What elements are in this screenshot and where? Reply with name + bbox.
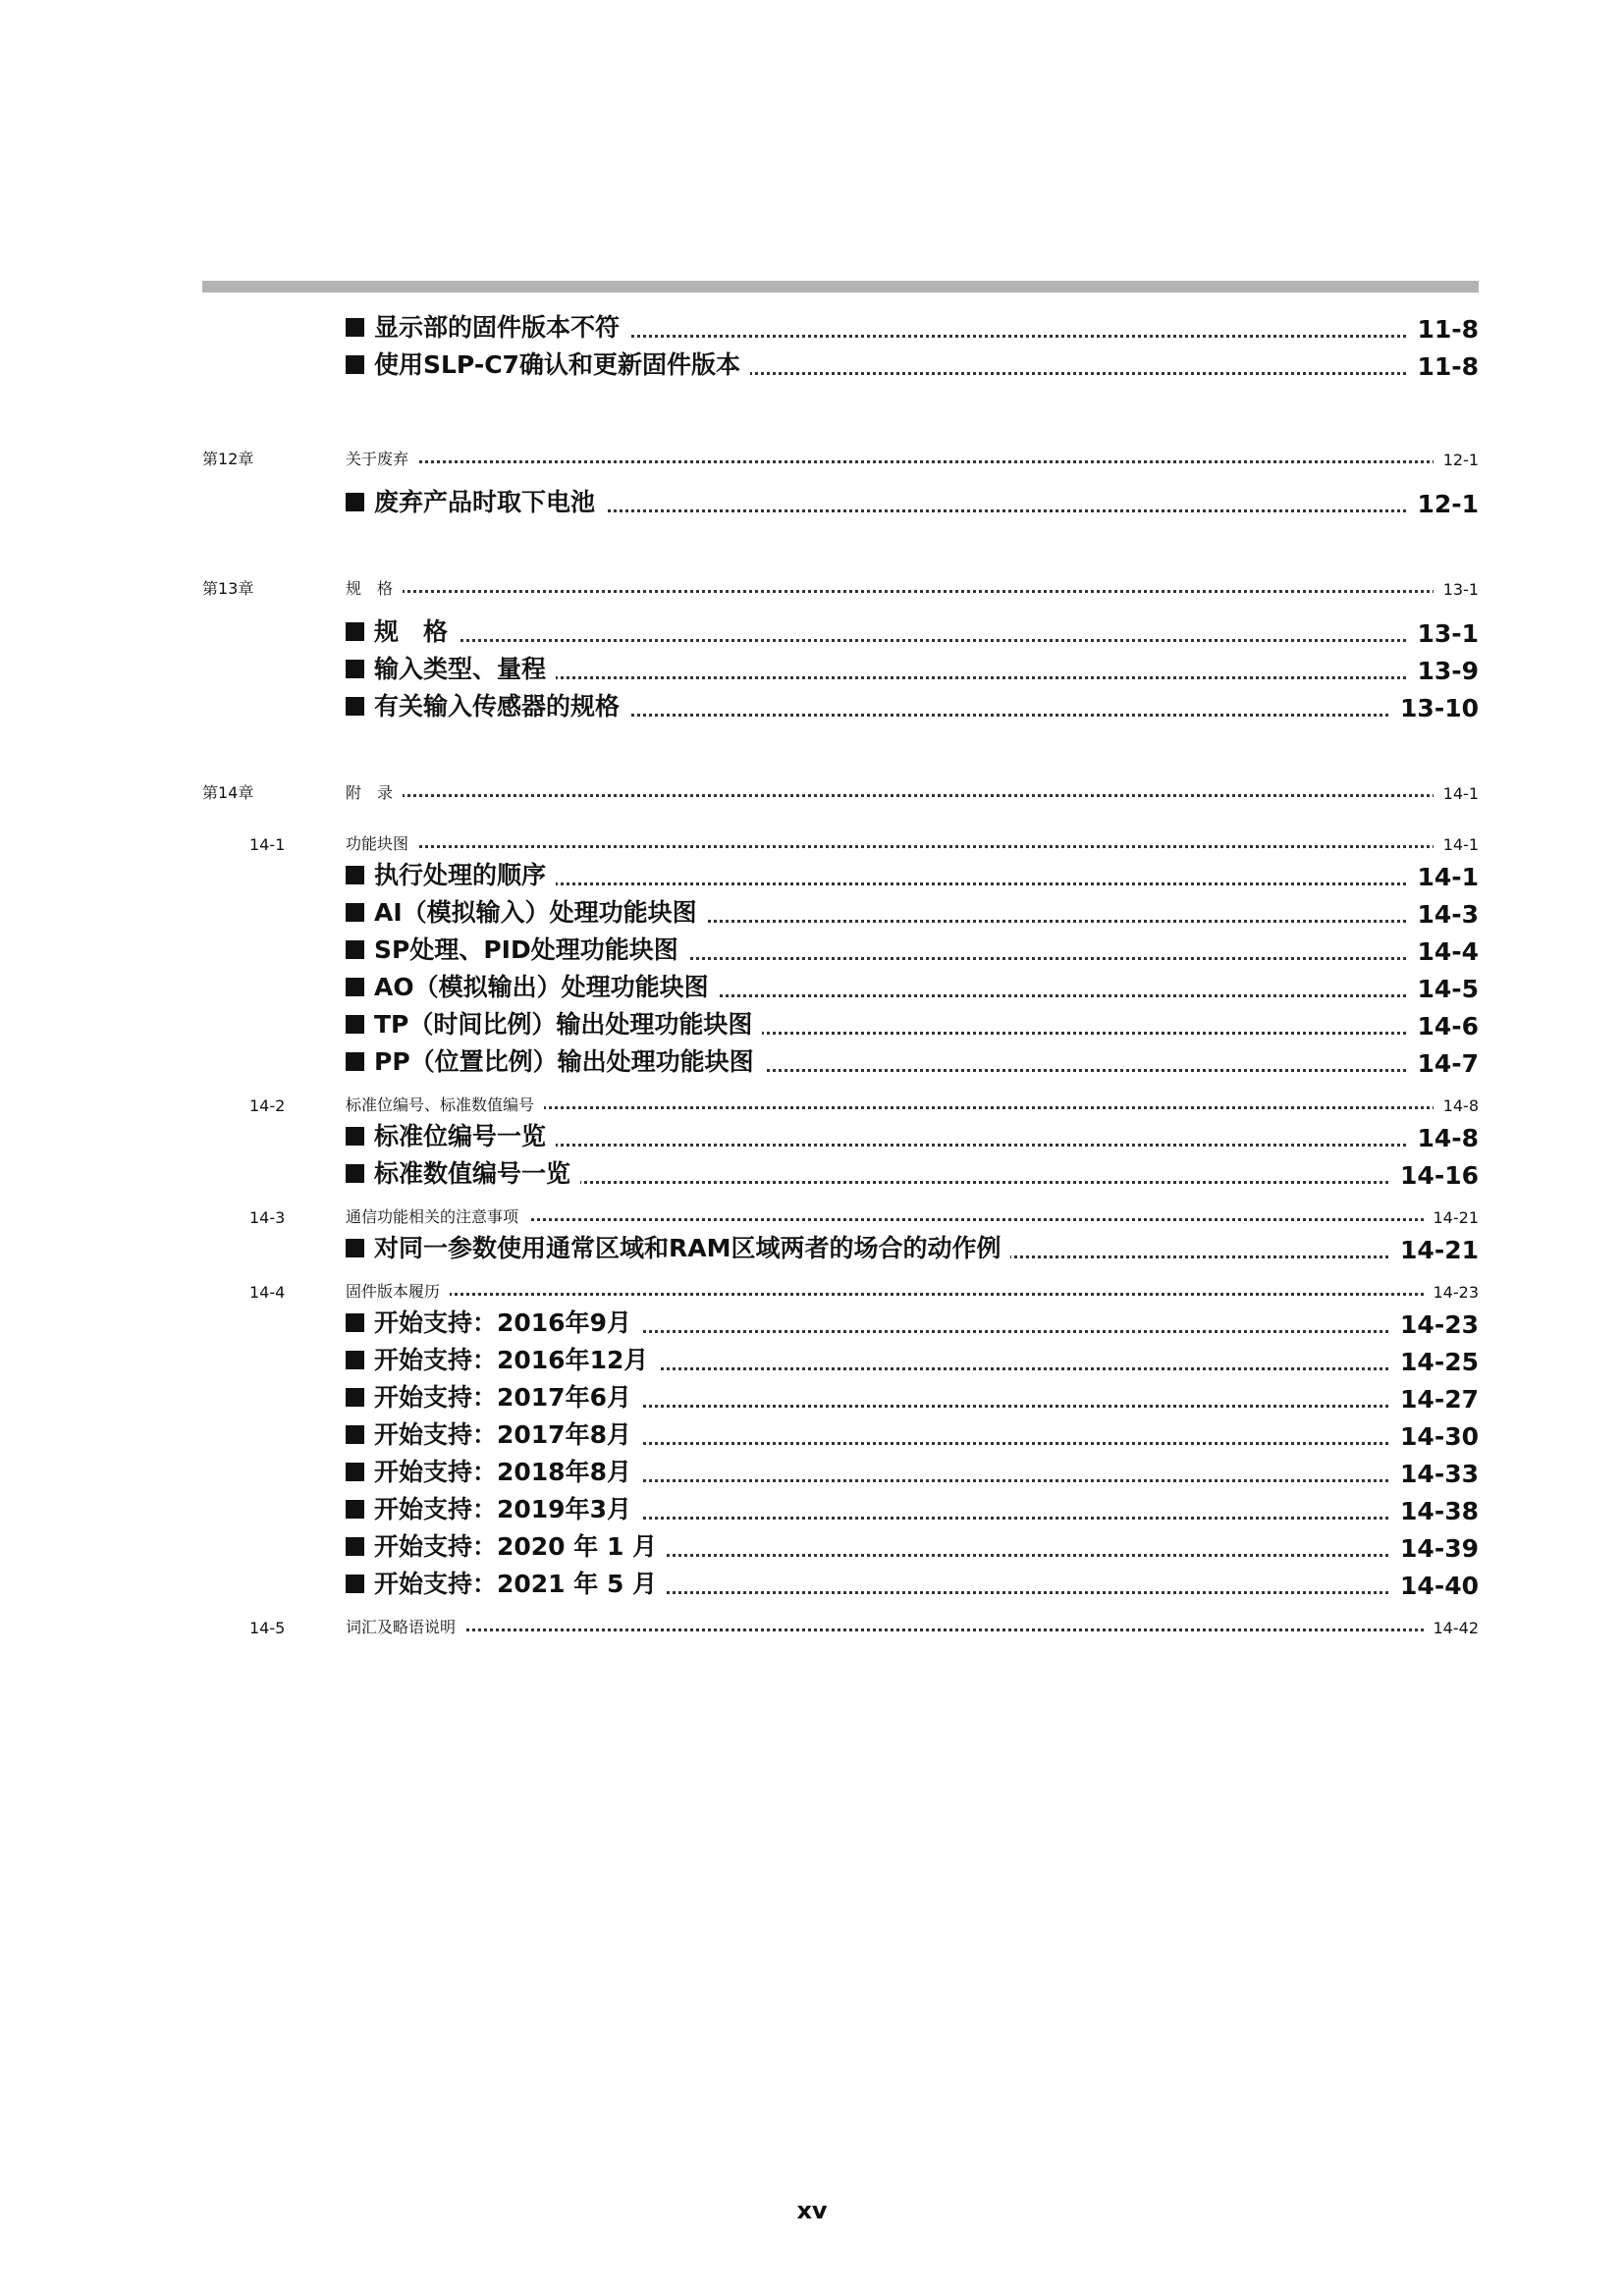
entry-title-text: 执行处理的顺序 [374, 861, 547, 889]
toc-entry[interactable] [202, 1046, 1479, 1082]
page-ref: 13-9 [1407, 657, 1479, 685]
toc-entry[interactable] [202, 654, 1479, 689]
entry-title-text: 开始支持：2019年3月 [374, 1495, 631, 1523]
entry-title-text: PP（位置比例）输出处理功能块图 [374, 1047, 754, 1076]
page-ref: 14-23 [1390, 1310, 1479, 1339]
toc-entry[interactable] [202, 972, 1479, 1007]
page-ref: 14-25 [1390, 1348, 1479, 1376]
toc-entry[interactable] [202, 1009, 1479, 1044]
page-ref: 14-6 [1407, 1012, 1479, 1041]
page-ref: 14-3 [1407, 900, 1479, 929]
page-ref: 12-1 [1407, 490, 1479, 518]
toc-entry[interactable] [202, 487, 1479, 522]
page-ref: 14-8 [1407, 1124, 1479, 1152]
toc-entry[interactable] [202, 691, 1479, 726]
entry-title-text: 显示部的固件版本不符 [374, 313, 621, 342]
item-title [346, 931, 688, 966]
item-title [346, 1304, 641, 1339]
item-title [346, 650, 556, 685]
toc-entry[interactable] [202, 823, 1479, 858]
toc-entry[interactable] [202, 860, 1479, 895]
entry-title-text: 开始支持：2020 年 1 月 [374, 1532, 658, 1561]
page-ref: 14-16 [1390, 1161, 1479, 1190]
entry-title-text: 标准位编号、标准数值编号 [346, 1095, 535, 1114]
entry-title-text: 功能块图 [346, 834, 409, 853]
chapter-title [346, 447, 418, 469]
page-ref: 11-8 [1407, 352, 1479, 381]
item-title [346, 1415, 641, 1451]
square-bullet-icon [346, 697, 364, 716]
page-number: xv [796, 2197, 828, 2224]
toc-entry[interactable] [202, 1084, 1479, 1119]
section-number: 14-2 [249, 1096, 286, 1115]
section-number: 14-5 [249, 1619, 286, 1637]
entry-title-text: 规 格 [346, 579, 394, 598]
chapter-title [346, 780, 403, 803]
page-ref: 14-30 [1390, 1422, 1479, 1451]
toc-entry[interactable] [202, 1345, 1479, 1380]
entry-title-text: 词汇及略语说明 [346, 1618, 457, 1636]
item-title [346, 1229, 1010, 1264]
toc-entry[interactable] [202, 1419, 1479, 1455]
page-ref: 14-7 [1407, 1049, 1479, 1078]
header-rule [202, 281, 1479, 293]
square-bullet-icon [346, 1388, 364, 1407]
entry-title-text: 关于废弃 [346, 450, 409, 468]
chapter-number: 第12章 [202, 450, 254, 468]
square-bullet-icon [346, 493, 364, 511]
dot-leader [365, 794, 1479, 797]
item-title [346, 1565, 667, 1600]
entry-title-text: 有关输入传感器的规格 [374, 692, 621, 721]
page-ref: 14-5 [1407, 975, 1479, 1003]
section-title [346, 831, 418, 854]
item-title [346, 1341, 658, 1376]
toc-entry[interactable] [202, 1196, 1479, 1231]
square-bullet-icon [346, 660, 364, 678]
page-ref: 14-1 [1434, 784, 1479, 803]
item-title [346, 613, 458, 648]
square-bullet-icon [346, 1425, 364, 1444]
item-title [346, 1154, 580, 1190]
page-ref: 14-23 [1424, 1283, 1480, 1302]
square-bullet-icon [346, 1164, 364, 1183]
page-ref: 14-8 [1434, 1096, 1479, 1115]
dot-leader [365, 1293, 1479, 1296]
square-bullet-icon [346, 1127, 364, 1146]
item-title [346, 1490, 641, 1525]
entry-title-text: 废弃产品时取下电池 [374, 488, 596, 516]
chapter-title [346, 576, 403, 599]
entry-title-text: 开始支持：2017年6月 [374, 1383, 631, 1412]
item-title [346, 1453, 641, 1488]
item-title [346, 687, 629, 722]
entry-title-text: 使用SLP-C7确认和更新固件版本 [374, 350, 740, 379]
section-number: 14-3 [249, 1208, 286, 1227]
entry-title-text: AO（模拟输出）处理功能块图 [374, 973, 709, 1001]
item-title [346, 893, 707, 929]
entry-title-text: 标准位编号一览 [374, 1122, 547, 1150]
toc-entry[interactable] [202, 567, 1479, 603]
square-bullet-icon [346, 318, 364, 337]
square-bullet-icon [346, 940, 364, 959]
entry-title-text: TP（时间比例）输出处理功能块图 [374, 1010, 753, 1039]
item-title [346, 1117, 556, 1152]
item-title [346, 1527, 667, 1563]
square-bullet-icon [346, 866, 364, 884]
section-title [346, 1279, 450, 1302]
square-bullet-icon [346, 1463, 364, 1481]
square-bullet-icon [346, 1313, 364, 1332]
square-bullet-icon [346, 1500, 364, 1519]
square-bullet-icon [346, 1575, 364, 1593]
toc-entry[interactable] [202, 897, 1479, 933]
section-title [346, 1093, 544, 1115]
item-title [346, 968, 719, 1003]
dot-leader [365, 590, 1479, 593]
page-ref: 13-10 [1390, 694, 1479, 722]
chapter-number: 第14章 [202, 783, 254, 802]
page-ref: 12-1 [1434, 451, 1479, 469]
toc-entry[interactable] [202, 616, 1479, 652]
square-bullet-icon [346, 1239, 364, 1257]
item-title [346, 1378, 641, 1414]
page-ref: 14-4 [1407, 937, 1479, 966]
toc-entry[interactable] [202, 312, 1479, 347]
square-bullet-icon [346, 1537, 364, 1556]
page-ref: 14-27 [1390, 1385, 1479, 1414]
entry-title-text: 开始支持：2021 年 5 月 [374, 1570, 658, 1598]
item-title [346, 856, 556, 891]
toc-entry[interactable] [202, 1382, 1479, 1417]
page-ref: 14-42 [1424, 1619, 1480, 1637]
square-bullet-icon [346, 355, 364, 374]
page-ref: 14-21 [1390, 1236, 1479, 1264]
section-title [346, 1204, 528, 1227]
page-ref: 11-8 [1407, 315, 1479, 344]
square-bullet-icon [346, 903, 364, 922]
toc-entry[interactable] [202, 1121, 1479, 1156]
item-title [346, 1005, 762, 1041]
entry-title-text: 输入类型、量程 [374, 655, 547, 683]
item-title [346, 308, 629, 344]
toc-entry[interactable] [202, 1531, 1479, 1567]
dot-leader [365, 460, 1479, 463]
page-ref: 14-39 [1390, 1534, 1479, 1563]
page-ref: 14-40 [1390, 1572, 1479, 1600]
entry-title-text: 开始支持：2018年8月 [374, 1458, 631, 1486]
entry-title-text: 固件版本履历 [346, 1282, 441, 1301]
square-bullet-icon [346, 1052, 364, 1071]
entry-title-text: 标准数值编号一览 [374, 1159, 571, 1188]
item-title [346, 346, 750, 381]
section-title [346, 1615, 465, 1637]
item-title [346, 483, 605, 518]
toc-entry[interactable] [202, 1606, 1479, 1641]
toc-entry[interactable] [202, 1457, 1479, 1492]
toc-entry[interactable] [202, 934, 1479, 970]
toc-entry[interactable] [202, 1158, 1479, 1194]
entry-title-text: 通信功能相关的注意事项 [346, 1207, 519, 1226]
chapter-number: 第13章 [202, 579, 254, 598]
page-ref: 14-38 [1390, 1497, 1479, 1525]
toc-entry[interactable] [202, 438, 1479, 473]
dot-leader [365, 1218, 1479, 1221]
page-ref: 14-1 [1407, 863, 1479, 891]
page-ref: 13-1 [1407, 619, 1479, 648]
entry-title-text: 对同一参数使用通常区域和RAM区域两者的场合的动作例 [374, 1234, 1001, 1262]
square-bullet-icon [346, 978, 364, 996]
dot-leader [365, 639, 1479, 642]
entry-title-text: 开始支持：2016年9月 [374, 1308, 631, 1337]
page-ref: 13-1 [1434, 580, 1479, 599]
toc-entry[interactable] [202, 772, 1479, 807]
entry-title-text: 规 格 [374, 617, 449, 646]
page-ref: 14-33 [1390, 1460, 1479, 1488]
section-number: 14-4 [249, 1283, 286, 1302]
entry-title-text: 附 录 [346, 783, 394, 802]
entry-title-text: 开始支持：2017年8月 [374, 1420, 631, 1449]
toc-entry[interactable] [202, 1494, 1479, 1529]
page-ref: 14-1 [1434, 835, 1479, 854]
entry-title-text: 开始支持：2016年12月 [374, 1346, 649, 1374]
page-ref: 14-21 [1424, 1208, 1480, 1227]
square-bullet-icon [346, 1351, 364, 1369]
toc-entry[interactable] [202, 1308, 1479, 1343]
dot-leader [365, 1629, 1479, 1631]
section-number: 14-1 [249, 835, 286, 854]
toc-entry[interactable] [202, 1270, 1479, 1306]
entry-title-text: SP处理、PID处理功能块图 [374, 935, 678, 964]
dot-leader [365, 845, 1479, 848]
square-bullet-icon [346, 1015, 364, 1034]
square-bullet-icon [346, 622, 364, 641]
toc-entry[interactable] [202, 349, 1479, 385]
toc-entry[interactable] [202, 1569, 1479, 1604]
toc-entry[interactable] [202, 1233, 1479, 1268]
item-title [346, 1042, 764, 1078]
entry-title-text: AI（模拟输入）处理功能块图 [374, 898, 697, 927]
